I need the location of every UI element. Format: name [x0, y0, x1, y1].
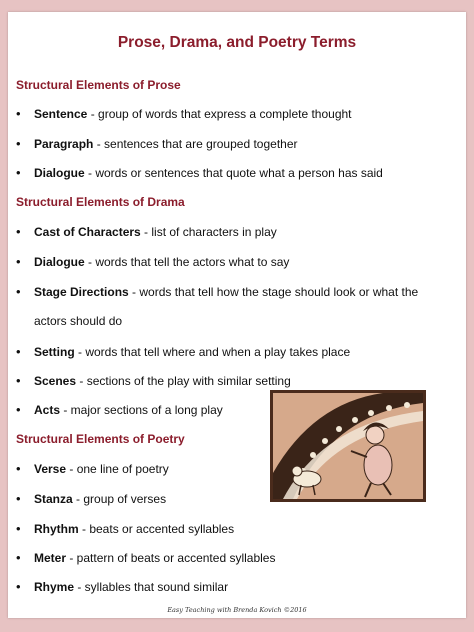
term: Acts [34, 403, 61, 417]
definition: - group of words that express a complete thought [87, 107, 352, 121]
definition: - words that tell the actors what to say [84, 255, 290, 269]
term: Meter [34, 551, 67, 565]
document-page [8, 12, 466, 618]
term: Setting [34, 345, 75, 359]
section-heading-prose: Structural Elements of Prose [16, 78, 181, 92]
bullet: • [16, 344, 21, 359]
bullet: • [16, 461, 21, 476]
page-title: Prose, Drama, and Poetry Terms [117, 34, 357, 51]
definition: - words or sentences that quote what a person has said [84, 166, 383, 180]
term: Stanza [34, 492, 73, 506]
bullet: • [16, 254, 21, 269]
term: Dialogue [34, 255, 85, 269]
bullet: • [16, 224, 21, 239]
term: Cast of Characters [34, 225, 141, 239]
definition: - sections of the play with similar setting [76, 374, 291, 388]
bullet: • [16, 373, 21, 388]
footer-credit: Easy Teaching with Brenda Kovich ©2016 [167, 606, 307, 614]
definition: - pattern of beats or accented syllables [66, 551, 276, 565]
bullet: • [16, 402, 21, 417]
bullet: • [16, 550, 21, 565]
term: Rhyme [34, 580, 75, 594]
definition: - syllables that sound similar [74, 580, 229, 594]
term: Stage Directions [34, 285, 129, 299]
bullet: • [16, 521, 21, 536]
bullet: • [16, 106, 21, 121]
definition: - major sections of a long play [60, 403, 223, 417]
definition: - list of characters in play [140, 225, 277, 239]
section-heading-drama: Structural Elements of Drama [16, 195, 185, 209]
definition: - one line of poetry [66, 462, 169, 476]
definition: - words that tell where and when a play takes place [74, 345, 351, 359]
bullet: • [16, 579, 21, 594]
term: Paragraph [34, 137, 94, 151]
definition: - words that tell how the stage should look or what the [128, 285, 419, 299]
definition-continuation: actors should do [34, 314, 123, 328]
term: Verse [34, 462, 67, 476]
bullet: • [16, 491, 21, 506]
definition: - beats or accented syllables [78, 522, 235, 536]
girl-with-lamb-illustration [270, 390, 426, 502]
bullet: • [16, 165, 21, 180]
term: Rhythm [34, 522, 79, 536]
bullet: • [16, 136, 21, 151]
term: Dialogue [34, 166, 85, 180]
term: Sentence [34, 107, 88, 121]
definition: - sentences that are grouped together [93, 137, 298, 151]
bullet: • [16, 284, 21, 299]
definition: - group of verses [72, 492, 167, 506]
section-heading-poetry: Structural Elements of Poetry [16, 432, 185, 446]
term: Scenes [34, 374, 77, 388]
